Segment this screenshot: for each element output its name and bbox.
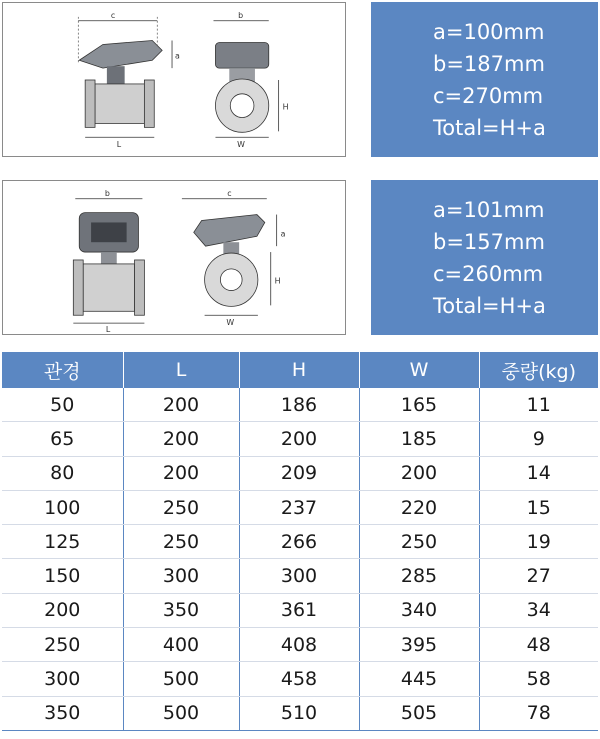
table-cell: 19 — [479, 525, 598, 559]
flowmeter-drawing-1 — [3, 3, 345, 156]
table-row — [2, 525, 598, 559]
spec-c: c=260mm — [433, 262, 544, 286]
table-cell: 400 — [123, 628, 239, 662]
table-cell: 200 — [123, 456, 239, 490]
table-cell: 285 — [359, 559, 479, 593]
svg-text:c: c — [110, 10, 116, 20]
spec-box-1 — [371, 2, 598, 157]
table-cell: 200 — [239, 422, 359, 456]
table-cell: 445 — [359, 662, 479, 696]
table-cell: 266 — [239, 525, 359, 559]
table-cell: 200 — [123, 388, 239, 422]
table-cell: 9 — [479, 422, 598, 456]
table-cell: 100 — [2, 490, 123, 524]
table-cell: 350 — [2, 696, 123, 730]
svg-text:W: W — [237, 140, 245, 150]
table-cell: 250 — [2, 628, 123, 662]
header-weight: 중량(kg) — [479, 352, 598, 388]
table-cell: 220 — [359, 490, 479, 524]
dimension-drawing-2 — [2, 180, 346, 335]
spec-a: a=101mm — [433, 198, 545, 222]
svg-text:H: H — [274, 276, 281, 286]
table-cell: 48 — [479, 628, 598, 662]
svg-text:a: a — [280, 229, 286, 239]
spec-b: b=157mm — [433, 230, 545, 254]
spec-total: Total=H+a — [433, 294, 546, 318]
table-cell: 185 — [359, 422, 479, 456]
svg-text:L: L — [105, 325, 111, 334]
table-row — [2, 456, 598, 490]
table-cell: 200 — [359, 456, 479, 490]
table-row — [2, 490, 598, 524]
flowmeter-drawing-2 — [3, 181, 345, 334]
table-cell: 78 — [479, 696, 598, 730]
table-cell: 300 — [239, 559, 359, 593]
table-cell: 34 — [479, 593, 598, 627]
table-cell: 200 — [2, 593, 123, 627]
table-row — [2, 559, 598, 593]
spec-box-2 — [371, 180, 598, 335]
table-cell: 510 — [239, 696, 359, 730]
table-cell: 500 — [123, 696, 239, 730]
table-cell: 250 — [359, 525, 479, 559]
table-row — [2, 696, 598, 730]
svg-text:W: W — [226, 318, 235, 328]
table-cell: 300 — [123, 559, 239, 593]
table-body — [2, 388, 598, 730]
table-cell: 150 — [2, 559, 123, 593]
spec-total: Total=H+a — [433, 116, 546, 140]
table-cell: 340 — [359, 593, 479, 627]
dimension-table — [2, 352, 598, 731]
table-cell: 458 — [239, 662, 359, 696]
table-cell: 186 — [239, 388, 359, 422]
table-cell: 395 — [359, 628, 479, 662]
table-cell: 125 — [2, 525, 123, 559]
table-cell: 505 — [359, 696, 479, 730]
spec-c: c=270mm — [433, 84, 544, 108]
table-row — [2, 593, 598, 627]
spec-a: a=100mm — [433, 20, 545, 44]
header-l: L — [123, 352, 239, 388]
table-row — [2, 422, 598, 456]
table-cell: 50 — [2, 388, 123, 422]
table-cell: 200 — [123, 422, 239, 456]
table-row — [2, 662, 598, 696]
table-cell: 27 — [479, 559, 598, 593]
header-w: W — [359, 352, 479, 388]
table-cell: 250 — [123, 490, 239, 524]
spec-b: b=187mm — [433, 52, 545, 76]
svg-text:L: L — [116, 140, 122, 150]
svg-text:b: b — [104, 188, 110, 198]
svg-text:a: a — [174, 51, 180, 61]
table-cell: 408 — [239, 628, 359, 662]
table-cell: 15 — [479, 490, 598, 524]
header-h: H — [239, 352, 359, 388]
table-cell: 237 — [239, 490, 359, 524]
table-cell: 80 — [2, 456, 123, 490]
table-cell: 300 — [2, 662, 123, 696]
table-cell: 58 — [479, 662, 598, 696]
svg-text:c: c — [227, 188, 232, 198]
table-cell: 65 — [2, 422, 123, 456]
table-cell: 209 — [239, 456, 359, 490]
dimension-drawing-1 — [2, 2, 346, 157]
table-cell: 361 — [239, 593, 359, 627]
table-row — [2, 628, 598, 662]
table-cell: 350 — [123, 593, 239, 627]
header-diameter: 관경 — [2, 352, 123, 388]
table-cell: 165 — [359, 388, 479, 422]
table-cell: 250 — [123, 525, 239, 559]
svg-text:H: H — [282, 102, 289, 112]
svg-text:b: b — [238, 10, 244, 20]
table-cell: 500 — [123, 662, 239, 696]
table-header-row — [2, 352, 598, 388]
table-cell: 11 — [479, 388, 598, 422]
table-row — [2, 388, 598, 422]
table-cell: 14 — [479, 456, 598, 490]
